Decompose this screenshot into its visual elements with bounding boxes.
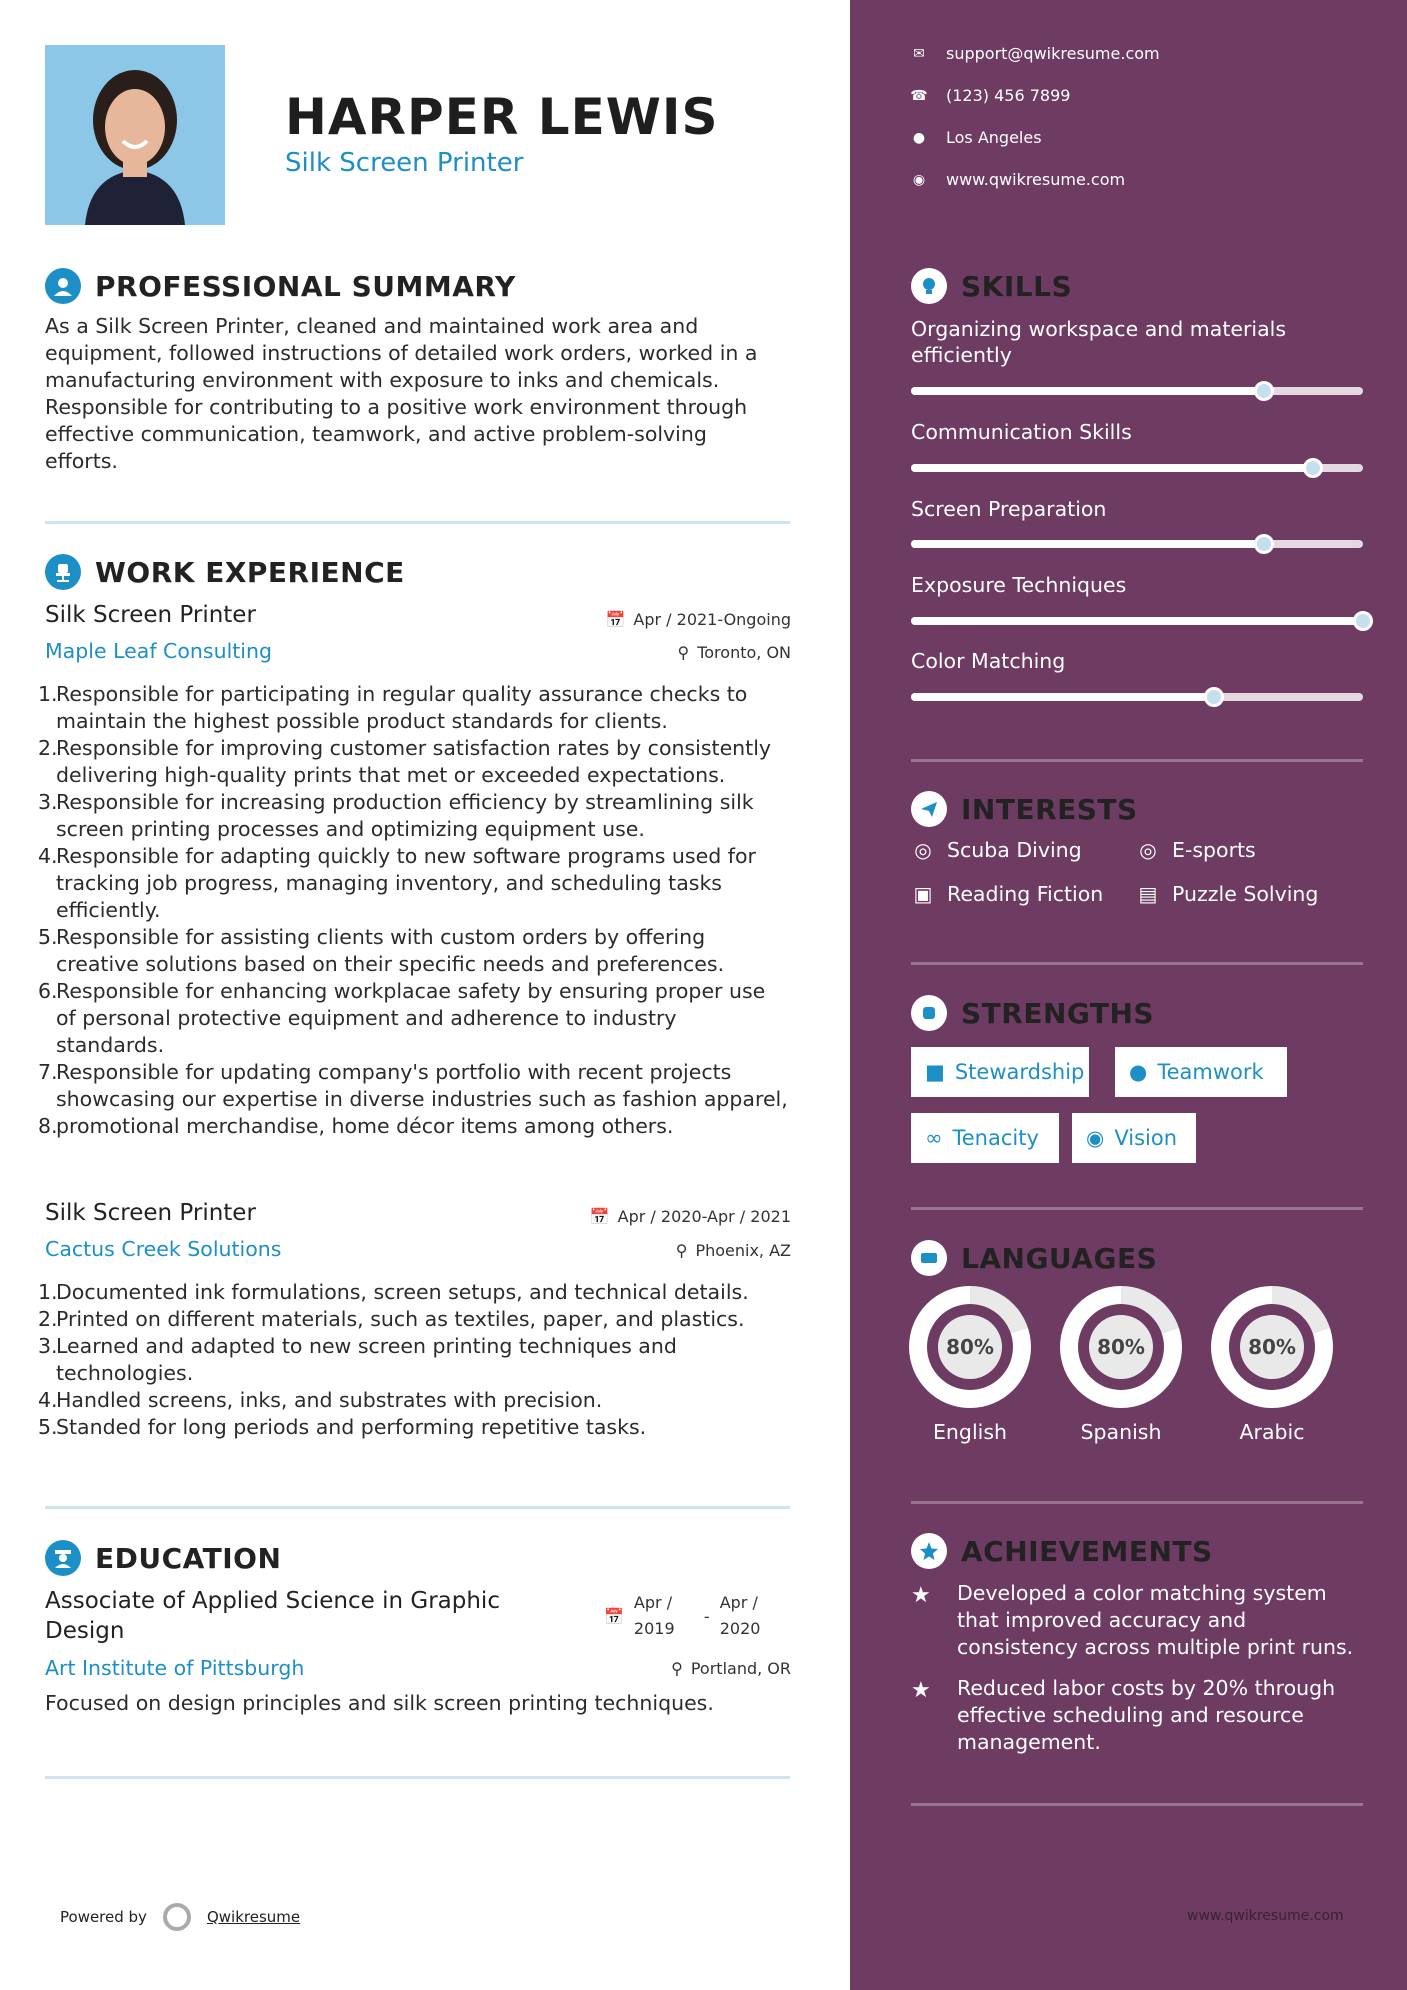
- language-item: [909, 1286, 1031, 1444]
- job-date-text: Apr / 2021-Ongoing: [633, 610, 791, 629]
- footer-url[interactable]: www.qwikresume.com: [1187, 1908, 1344, 1924]
- language-name: Arabic: [1239, 1420, 1305, 1444]
- language-percent: 80%: [1240, 1315, 1304, 1379]
- skill-bar: [911, 693, 1363, 701]
- contact-website[interactable]: [910, 170, 1125, 189]
- job-location: [677, 643, 791, 662]
- achievements-title: ACHIEVEMENTS: [961, 1534, 1213, 1568]
- job-location-text: Phoenix, AZ: [695, 1241, 791, 1260]
- fist-icon: [911, 995, 947, 1031]
- achievements-heading: [911, 1533, 1213, 1569]
- section-divider: [45, 521, 790, 524]
- strength-label: Stewardship: [954, 1060, 1085, 1084]
- contact-phone-text: (123) 456 7899: [946, 86, 1071, 105]
- users-icon: ●: [1129, 1060, 1148, 1084]
- language-ring: [1060, 1286, 1182, 1408]
- profile-photo: [45, 45, 225, 225]
- interests-heading: [911, 791, 1138, 827]
- map-pin-icon: ●: [912, 129, 926, 146]
- language-percent: 80%: [1089, 1315, 1153, 1379]
- strength-label: Teamwork: [1157, 1060, 1264, 1084]
- job-date: [590, 1207, 791, 1226]
- language-item: [1060, 1286, 1182, 1444]
- sidebar-divider: [911, 1803, 1363, 1806]
- list-item: 8. promotional merchandise, home décor items among others.: [38, 1114, 674, 1138]
- education-location-text: Portland, OR: [690, 1659, 791, 1678]
- experience-heading: [45, 554, 405, 590]
- education-date: [604, 1590, 780, 1642]
- contact-location: [910, 128, 1042, 147]
- sidebar-divider: [911, 1207, 1363, 1210]
- pushpin-icon: ⚲: [675, 1241, 688, 1260]
- interests-title: INTERESTS: [961, 792, 1138, 826]
- interest-item: [911, 882, 1103, 906]
- list-item: 5. Responsible for assisting clients with custom orders by offering creative solutions based on their specific needs and preferences.: [38, 925, 725, 976]
- pushpin-icon: ⚲: [671, 1659, 683, 1678]
- summary-text: As a Silk Screen Printer, cleaned and maintained work area and equipment, followed instructions of detailed work orders, worked in a manufacturing environment with exposure to inks and chemicals. Responsible for contributing to a positive work environment through effective communication, teamwork, and active problem-solving efforts.: [45, 314, 758, 473]
- education-date-separator: -: [703, 1606, 710, 1626]
- lightbulb-icon: [911, 268, 947, 304]
- graduate-icon: [45, 1540, 81, 1576]
- language-name: English: [932, 1420, 1008, 1444]
- envelope-icon: ✉: [913, 45, 925, 62]
- contact-email[interactable]: [910, 44, 1160, 63]
- gamepad-icon: ▣: [913, 882, 933, 906]
- contact-website-text: www.qwikresume.com: [946, 170, 1126, 189]
- strength-chip: [1072, 1113, 1196, 1163]
- job-title: Silk Screen Printer: [45, 1200, 256, 1226]
- life-ring-icon: ◎: [1139, 838, 1157, 862]
- skill-label: Organizing workspace and materials efficiently: [911, 317, 1287, 367]
- strength-label: Vision: [1114, 1126, 1177, 1150]
- pushpin-icon: ⚲: [677, 643, 690, 662]
- list-item: 3. Responsible for increasing production efficiency by streamlining silk screen printing processes and optimizing equipment use.: [38, 790, 754, 841]
- interest-label: Scuba Diving: [947, 838, 1082, 862]
- summary-heading: [45, 268, 516, 304]
- contact-location-text: Los Angeles: [946, 128, 1042, 147]
- skill-bar: [911, 387, 1363, 395]
- languages-title: LANGUAGES: [961, 1241, 1158, 1275]
- strength-chip: [1115, 1047, 1287, 1097]
- contact-email-text: support@qwikresume.com: [946, 44, 1160, 63]
- language-percent: 80%: [938, 1315, 1002, 1379]
- interest-item: [1136, 882, 1318, 906]
- binoculars-icon: ◉: [1086, 1126, 1105, 1150]
- list-item: 4. Responsible for adapting quickly to new software programs used for tracking job progress, managing inventory, and scheduling tasks efficiently.: [38, 844, 756, 922]
- education-location: [671, 1659, 791, 1678]
- language-item: [1211, 1286, 1333, 1444]
- skill-bar: [911, 540, 1363, 548]
- powered-by-text: Powered by: [60, 1908, 147, 1926]
- education-heading: [45, 1540, 281, 1576]
- school-name: Art Institute of Pittsburgh: [45, 1656, 305, 1680]
- list-item: 7. Responsible for updating company's portfolio with recent projects showcasing our expertise in diverse industries such as fashion apparel,: [38, 1060, 788, 1111]
- list-item: 5. Standed for long periods and performing repetitive tasks.: [38, 1415, 647, 1439]
- skill-label: Color Matching: [911, 649, 1066, 673]
- list-item: 2. Printed on different materials, such as textiles, paper, and plastics.: [38, 1307, 745, 1331]
- skill-bar: [911, 617, 1363, 625]
- achievement-item: [911, 1675, 1371, 1756]
- list-item: 6. Responsible for enhancing workplacae safety by ensuring proper use of personal protective equipment and adherence to industry standards.: [38, 979, 766, 1057]
- strength-chip: [911, 1047, 1089, 1097]
- job-date-text: Apr / 2020-Apr / 2021: [617, 1207, 791, 1226]
- achievement-item: [911, 1580, 1371, 1661]
- skills-heading: [911, 268, 1072, 304]
- education-date-start: Apr / 2019: [633, 1593, 675, 1638]
- star-badge-icon: [911, 1533, 947, 1569]
- sidebar-divider: [911, 1501, 1363, 1504]
- experience-title: WORK EXPERIENCE: [95, 555, 405, 589]
- list-item: 4. Handled screens, inks, and substrates with precision.: [38, 1388, 603, 1412]
- book-icon: ▤: [1138, 882, 1158, 906]
- language-ring: [909, 1286, 1031, 1408]
- degree-title: Associate of Applied Science in Graphic Design: [45, 1588, 500, 1644]
- job-title: Silk Screen Printer: [45, 602, 256, 628]
- strengths-title: STRENGTHS: [961, 996, 1155, 1030]
- calendar-icon: 📅: [605, 610, 626, 629]
- star-icon: ★: [911, 1678, 931, 1703]
- qwikresume-link[interactable]: Qwikresume: [206, 1908, 301, 1926]
- candidate-role: Silk Screen Printer: [285, 148, 524, 178]
- section-divider: [45, 1776, 790, 1779]
- education-date-end: Apr / 2020: [719, 1593, 761, 1638]
- interest-item: [1136, 838, 1256, 862]
- education-title: EDUCATION: [95, 1541, 282, 1575]
- list-item: 1. Documented ink formulations, screen setups, and technical details.: [38, 1280, 749, 1304]
- user-icon: [45, 268, 81, 304]
- skill-label: Screen Preparation: [911, 497, 1107, 521]
- skill-bar: [911, 464, 1363, 472]
- skill-label: Exposure Techniques: [911, 573, 1127, 597]
- qwikresume-logo-icon: [163, 1903, 191, 1931]
- life-ring-icon: ◎: [914, 838, 932, 862]
- languages-heading: [911, 1240, 1157, 1276]
- language-name: Spanish: [1080, 1420, 1162, 1444]
- calendar-icon: 📅: [604, 1606, 624, 1626]
- interest-item: [911, 838, 1082, 862]
- summary-title: PROFESSIONAL SUMMARY: [95, 269, 516, 303]
- strengths-heading: [911, 995, 1154, 1031]
- interest-label: Reading Fiction: [947, 882, 1104, 906]
- job-bullets: [38, 1279, 788, 1441]
- link-icon: ∞: [925, 1126, 943, 1150]
- skill-label: Communication Skills: [911, 420, 1132, 444]
- job-company: Cactus Creek Solutions: [45, 1237, 282, 1261]
- sidebar-divider: [911, 759, 1363, 762]
- briefcase-icon: ■: [925, 1060, 945, 1084]
- candidate-name: HARPER LEWIS: [285, 88, 719, 146]
- paper-plane-icon: [911, 791, 947, 827]
- job-location: [676, 1241, 791, 1260]
- achievement-text: Developed a color matching system that improved accuracy and consistency across multiple print runs.: [957, 1581, 1354, 1659]
- powered-by: [60, 1903, 300, 1931]
- education-description: Focused on design principles and silk screen printing techniques.: [45, 1691, 714, 1715]
- language-icon: [911, 1240, 947, 1276]
- job-bullets: [38, 681, 788, 1140]
- phone-icon: ☎: [910, 87, 928, 104]
- globe-icon: ◉: [912, 171, 926, 188]
- section-divider: [45, 1506, 790, 1509]
- interest-label: E-sports: [1172, 838, 1256, 862]
- contact-phone[interactable]: [910, 86, 1070, 105]
- strength-label: Tenacity: [952, 1126, 1039, 1150]
- star-icon: ★: [911, 1583, 931, 1608]
- achievement-text: Reduced labor costs by 20% through effective scheduling and resource management.: [957, 1676, 1336, 1754]
- sidebar-divider: [911, 962, 1363, 965]
- list-item: 1. Responsible for participating in regular quality assurance checks to maintain the highest possible product standards for clients.: [38, 682, 748, 733]
- job-location-text: Toronto, ON: [697, 643, 791, 662]
- interest-label: Puzzle Solving: [1172, 882, 1319, 906]
- office-chair-icon: [45, 554, 81, 590]
- skills-title: SKILLS: [961, 269, 1073, 303]
- calendar-icon: 📅: [589, 1207, 610, 1226]
- strength-chip: [911, 1113, 1059, 1163]
- list-item: 2. Responsible for improving customer satisfaction rates by consistently delivering high-quality prints that met or exceeded expectations.: [38, 736, 772, 787]
- list-item: 3. Learned and adapted to new screen printing techniques and technologies.: [38, 1334, 677, 1385]
- language-ring: [1211, 1286, 1333, 1408]
- job-date: [605, 610, 791, 629]
- job-company: Maple Leaf Consulting: [45, 639, 273, 663]
